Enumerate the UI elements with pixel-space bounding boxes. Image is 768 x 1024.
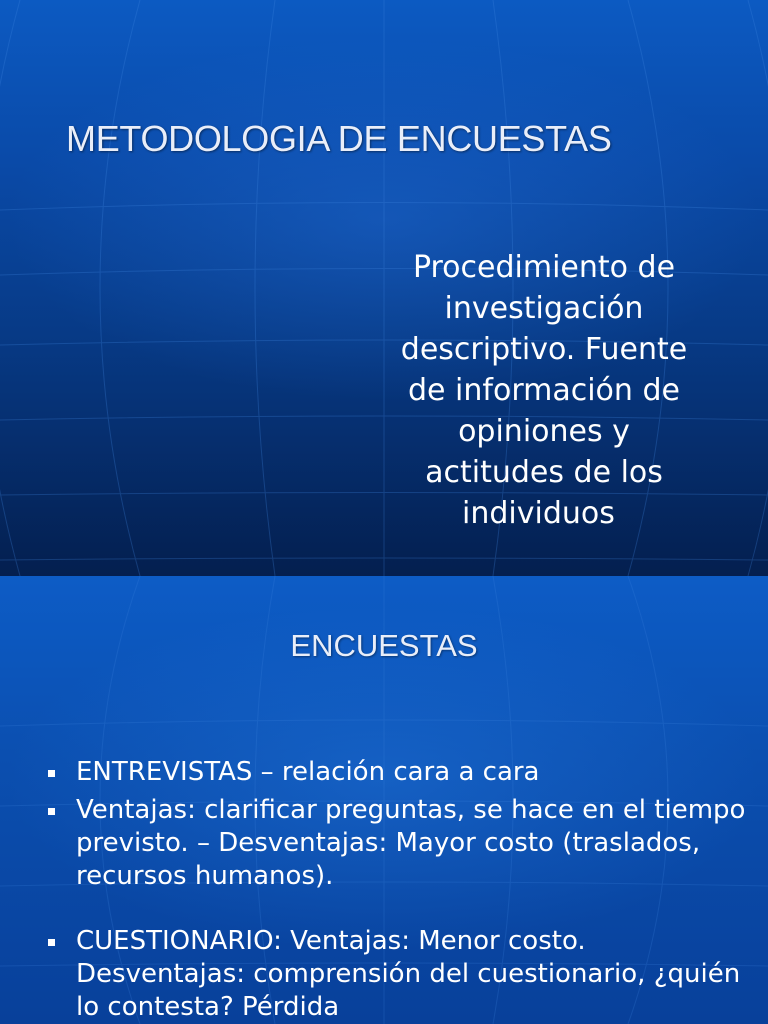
bullet-text: ENTREVISTAS – relación cara a cara [76, 757, 540, 787]
slide-title: ENCUESTAS [290, 628, 478, 663]
body-line: individuos [462, 496, 615, 531]
body-line: investigación [444, 291, 644, 326]
bullet-item [46, 756, 746, 789]
bullet-item [46, 794, 746, 893]
square-bullet-icon [48, 770, 55, 777]
body-line: actitudes de los [425, 455, 663, 490]
square-bullet-icon [48, 939, 55, 946]
slide-body-text [366, 247, 722, 534]
bullet-item [46, 925, 746, 1024]
bullet-text: CUESTIONARIO: Ventajas: Menor costo. Desventajas: comprensión del cuestionario, ¿quién lo contesta? Pérdida [76, 926, 741, 1022]
body-line: opiniones y [458, 414, 630, 449]
body-line: Procedimiento de [412, 250, 676, 285]
body-line: de información de [408, 373, 680, 408]
bullet-list [46, 756, 746, 1024]
bullet-text: Ventajas: clarificar preguntas, se hace en el tiempo previsto. – Desventajas: Mayor costo (traslados, recursos humanos). [76, 795, 746, 891]
square-bullet-icon [48, 808, 55, 815]
slide-title: METODOLOGIA DE ENCUESTAS [66, 118, 612, 159]
body-line: descriptivo. Fuente [400, 332, 688, 367]
slide-2 [0, 576, 768, 1024]
